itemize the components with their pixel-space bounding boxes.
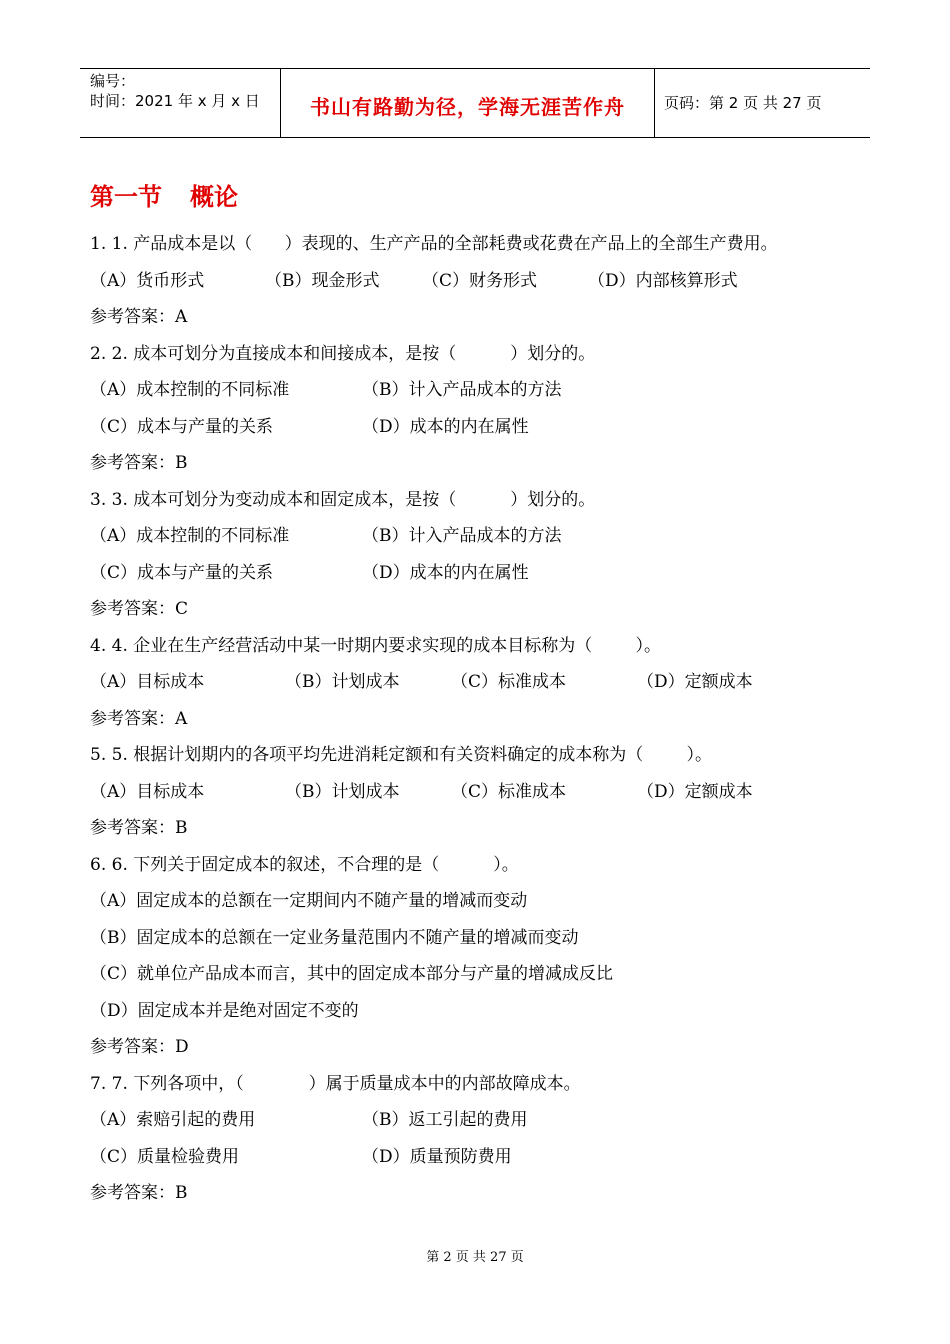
header-page-cell: [654, 69, 870, 137]
section-number: 第一节: [90, 183, 162, 211]
option: （A）成本控制的不同标准: [90, 380, 290, 400]
option-row: [90, 1139, 870, 1176]
answer-line: 参考答案：B: [90, 1183, 188, 1203]
option: （A）目标成本: [90, 781, 205, 802]
option: （C）标准成本: [451, 781, 567, 802]
question-list: [90, 226, 870, 1212]
option: （A）目标成本: [90, 672, 205, 692]
option: （C）就单位产品成本而言，其中的固定成本部分与产量的增减成反比: [90, 964, 614, 984]
page-header: [80, 68, 870, 138]
option: （A）索赔引起的费用: [90, 1110, 256, 1130]
option: （B）现金形式: [265, 270, 380, 291]
question-stem: 7. 7. 下列各项中，（ ）属于质量成本中的内部故障成本。: [90, 1073, 581, 1094]
option-row: [90, 774, 870, 811]
option: （B）固定成本的总额在一定业务量范围内不随产量的增减而变动: [90, 927, 579, 948]
answer-line: 参考答案：B: [90, 453, 188, 473]
option: （B）计入产品成本的方法: [362, 380, 562, 400]
question-stem: 2. 2. 成本可划分为直接成本和间接成本，是按（ ）划分的。: [90, 343, 596, 364]
section-title: [90, 177, 238, 212]
option: （C）标准成本: [451, 672, 567, 692]
question-stem: 3. 3. 成本可划分为变动成本和固定成本，是按（ ）划分的。: [90, 489, 596, 510]
option: （C）成本与产量的关系: [90, 416, 274, 437]
answer-line: 参考答案：C: [90, 599, 189, 619]
option: （C）质量检验费用: [90, 1146, 240, 1167]
option: （C）成本与产量的关系: [90, 562, 274, 583]
option: （B）计入产品成本的方法: [362, 526, 562, 546]
header-meta-cell: [80, 69, 280, 137]
answer-line: 参考答案：A: [90, 307, 188, 327]
option: （B）返工引起的费用: [362, 1110, 528, 1130]
option: （B）计划成本: [285, 672, 400, 692]
header-motto-cell: [280, 69, 655, 137]
page-footer: 第 2 页 共 27 页: [426, 1250, 524, 1265]
option-row: [90, 518, 870, 555]
option: （A）货币形式: [90, 270, 205, 291]
question-stem: 6. 6. 下列关于固定成本的叙述，不合理的是（ ）。: [90, 854, 519, 875]
option: （D）成本的内在属性: [362, 562, 529, 583]
option: （D）定额成本: [637, 672, 753, 692]
option: （B）计划成本: [285, 781, 400, 802]
option-row: [90, 409, 870, 446]
section-name: 概论: [190, 183, 238, 211]
option-row: [90, 263, 870, 300]
option-row: [90, 1102, 870, 1139]
option-row: [90, 555, 870, 592]
option: （D）内部核算形式: [588, 270, 738, 291]
option: （D）固定成本并是绝对固定不变的: [90, 1000, 359, 1021]
answer-line: 参考答案：D: [90, 1037, 189, 1057]
question-stem: 4. 4. 企业在生产经营活动中某一时期内要求实现的成本目标称为（ ）。: [90, 635, 661, 656]
question-stem: 1. 1. 产品成本是以（ ）表现的、生产产品的全部耗费或花费在产品上的全部生产费用。: [90, 234, 778, 254]
option: （C）财务形式: [422, 270, 538, 291]
option-row: [90, 372, 870, 409]
serial-label: 编号：: [90, 72, 136, 90]
option: （A）固定成本的总额在一定期间内不随产量的增减而变动: [90, 891, 528, 911]
page-info: 页码：第 2 页 共 27 页: [664, 94, 822, 112]
motto: 书山有路勤为径，学海无涯苦作舟: [310, 95, 625, 119]
option: （D）定额成本: [637, 781, 753, 802]
answer-line: 参考答案：B: [90, 818, 188, 838]
answer-line: 参考答案：A: [90, 708, 188, 729]
question-stem: 5. 5. 根据计划期内的各项平均先进消耗定额和有关资料确定的成本称为（ ）。: [90, 745, 712, 765]
option: （D）成本的内在属性: [362, 416, 529, 437]
option: （A）成本控制的不同标准: [90, 526, 290, 546]
option: （D）质量预防费用: [362, 1146, 512, 1167]
time-label: 时间：2021 年 x 月 x 日: [90, 92, 260, 110]
option-row: [90, 664, 870, 701]
